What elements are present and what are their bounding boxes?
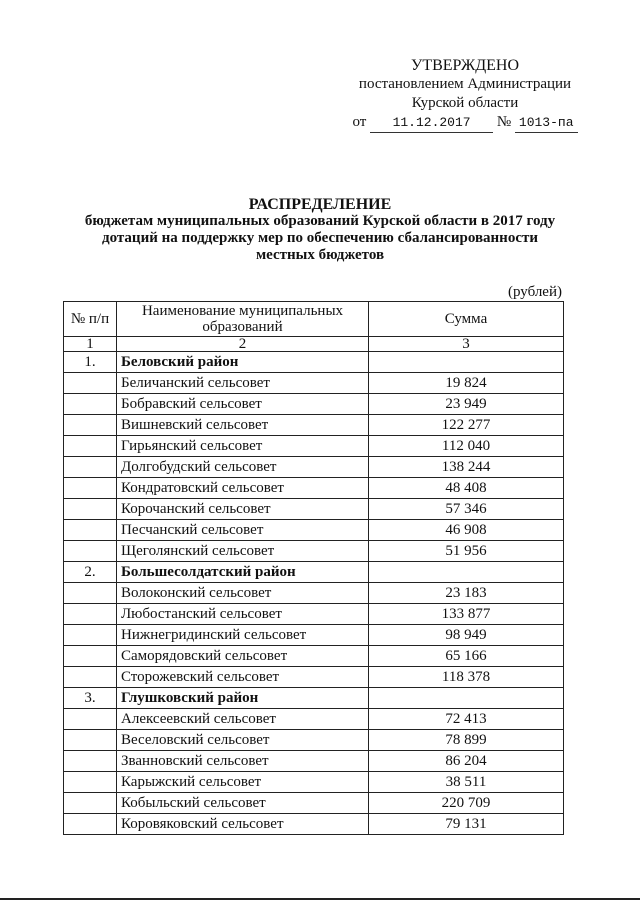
cell-num: 3.: [64, 688, 117, 709]
table-row: [64, 793, 564, 814]
cell-sum: 38 511: [369, 772, 564, 793]
cell-name: Кондратовский сельсовет: [117, 478, 369, 499]
cell-name: Саморядовский сельсовет: [117, 646, 369, 667]
table-row: [64, 814, 564, 835]
table-row: [64, 730, 564, 751]
cell-num: [64, 667, 117, 688]
cell-num: [64, 646, 117, 667]
cell-name: Коровяковский сельсовет: [117, 814, 369, 835]
cell-num: [64, 415, 117, 436]
cell-name: Веселовский сельсовет: [117, 730, 369, 751]
cell-sum: 46 908: [369, 520, 564, 541]
cell-name: Беличанский сельсовет: [117, 373, 369, 394]
index-col2: 2: [117, 337, 369, 352]
cell-num: [64, 457, 117, 478]
index-col1: 1: [64, 337, 117, 352]
table-row: [64, 604, 564, 625]
cell-num: [64, 373, 117, 394]
table-row: [64, 520, 564, 541]
table-row: [64, 667, 564, 688]
cell-num: 2.: [64, 562, 117, 583]
cell-num: [64, 709, 117, 730]
cell-sum: 51 956: [369, 541, 564, 562]
table-row: [64, 646, 564, 667]
table-row: [64, 436, 564, 457]
table-row: [64, 478, 564, 499]
district-row: [64, 352, 564, 373]
document-title: [60, 196, 580, 264]
header-num: № п/п: [64, 302, 117, 337]
cell-name: Гирьянский сельсовет: [117, 436, 369, 457]
approval-line1: постановлением Администрации: [358, 76, 572, 92]
cell-sum: [369, 352, 564, 373]
table-row: [64, 415, 564, 436]
cell-name: Званновский сельсовет: [117, 751, 369, 772]
cell-sum: 138 244: [369, 457, 564, 478]
cell-name: Беловский район: [117, 352, 369, 373]
district-row: [64, 688, 564, 709]
cell-name: Песчанский сельсовет: [117, 520, 369, 541]
cell-name: Алексеевский сельсовет: [117, 709, 369, 730]
cell-sum: 112 040: [369, 436, 564, 457]
approval-date: 11.12.2017: [370, 113, 493, 133]
cell-sum: 86 204: [369, 751, 564, 772]
table-index-row: [64, 337, 564, 352]
cell-sum: 72 413: [369, 709, 564, 730]
cell-num: [64, 520, 117, 541]
cell-sum: 133 877: [369, 604, 564, 625]
cell-num: [64, 814, 117, 835]
table-row: [64, 772, 564, 793]
cell-name: Корочанский сельсовет: [117, 499, 369, 520]
table-row: [64, 583, 564, 604]
cell-sum: 220 709: [369, 793, 564, 814]
cell-name: Кобыльский сельсовет: [117, 793, 369, 814]
cell-name: Вишневский сельсовет: [117, 415, 369, 436]
cell-sum: [369, 688, 564, 709]
distribution-table: [63, 301, 564, 835]
district-row: [64, 562, 564, 583]
cell-num: [64, 499, 117, 520]
header-name: Наименование муниципальных образований: [117, 302, 369, 337]
table-header-row: [64, 302, 564, 337]
cell-sum: 57 346: [369, 499, 564, 520]
cell-name: Любостанский сельсовет: [117, 604, 369, 625]
approval-block: [330, 56, 600, 133]
number-prefix: №: [496, 114, 512, 130]
table-row: [64, 751, 564, 772]
cell-sum: 48 408: [369, 478, 564, 499]
units-label: (рублей): [507, 284, 562, 300]
cell-num: [64, 541, 117, 562]
cell-sum: 65 166: [369, 646, 564, 667]
cell-num: [64, 394, 117, 415]
approval-number: 1013-па: [515, 113, 578, 133]
cell-sum: 19 824: [369, 373, 564, 394]
cell-name: Глушковский район: [117, 688, 369, 709]
date-prefix: от: [352, 114, 367, 130]
approval-date-line: [330, 113, 600, 133]
cell-sum: 122 277: [369, 415, 564, 436]
cell-sum: 98 949: [369, 625, 564, 646]
title-line2: бюджетам муниципальных образований Курской области в 2017 году: [84, 213, 556, 229]
cell-num: [64, 625, 117, 646]
table-row: [64, 394, 564, 415]
cell-sum: 79 131: [369, 814, 564, 835]
cell-num: 1.: [64, 352, 117, 373]
cell-sum: 118 378: [369, 667, 564, 688]
cell-name: Щеголянский сельсовет: [117, 541, 369, 562]
cell-num: [64, 793, 117, 814]
cell-num: [64, 751, 117, 772]
cell-num: [64, 772, 117, 793]
cell-name: Бобравский сельсовет: [117, 394, 369, 415]
cell-sum: 78 899: [369, 730, 564, 751]
header-sum: Сумма: [369, 302, 564, 337]
cell-name: Большесолдатский район: [117, 562, 369, 583]
table-row: [64, 541, 564, 562]
cell-sum: 23 183: [369, 583, 564, 604]
index-col3: 3: [369, 337, 564, 352]
approval-line2: Курской области: [411, 95, 519, 111]
cell-name: Волоконский сельсовет: [117, 583, 369, 604]
cell-num: [64, 730, 117, 751]
table-row: [64, 457, 564, 478]
bottom-rule: [0, 898, 640, 900]
table-row: [64, 625, 564, 646]
cell-sum: 23 949: [369, 394, 564, 415]
cell-num: [64, 583, 117, 604]
title-line4: местных бюджетов: [255, 247, 385, 263]
cell-sum: [369, 562, 564, 583]
cell-name: Карыжский сельсовет: [117, 772, 369, 793]
table-row: [64, 709, 564, 730]
cell-name: Нижнегридинский сельсовет: [117, 625, 369, 646]
cell-num: [64, 478, 117, 499]
table-row: [64, 499, 564, 520]
table-row: [64, 373, 564, 394]
title-line3: дотаций на поддержку мер по обеспечению сбалансированности: [101, 230, 538, 246]
approval-heading: УТВЕРЖДЕНО: [410, 57, 519, 74]
title-line1: РАСПРЕДЕЛЕНИЕ: [248, 196, 392, 213]
cell-name: Сторожевский сельсовет: [117, 667, 369, 688]
cell-name: Долгобудский сельсовет: [117, 457, 369, 478]
cell-num: [64, 604, 117, 625]
cell-num: [64, 436, 117, 457]
